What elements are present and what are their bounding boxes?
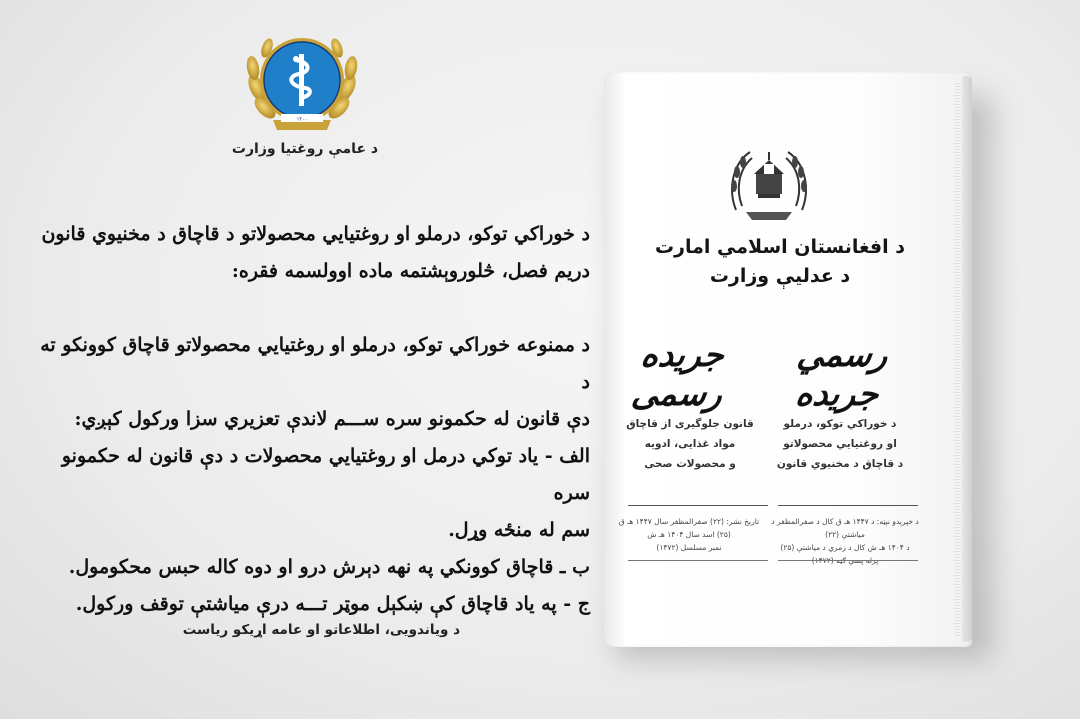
emblem-year: ۱۴۰۰: [296, 116, 308, 123]
book-page-edges: [955, 82, 961, 638]
clause-a-line-1: الف - یاد توکي درمل او روغتیایي محصولات د دې قانون له حکمونو سره: [61, 445, 590, 504]
ministry-name-caption: د عامې روغتيا وزارت: [231, 141, 379, 157]
emirate-crest-icon: [724, 140, 814, 230]
law-title-pashto-line-1: د خوراکي توکو، درملو: [783, 418, 897, 430]
law-title-dari-line-1: قانون جلوگیری از قاچاق: [626, 418, 754, 430]
publication-date-line-2: (۲۵) اسد سال ۱۴۰۴ هـ ش: [647, 530, 731, 539]
ministry-of-justice: د عدلیې وزارت: [709, 265, 851, 287]
gazette-calligraphy-pashto: رسمي جريده: [793, 335, 891, 413]
book-spine: [962, 76, 972, 642]
clause-b-line: ب ـ قاچاق کوونکي په نهه دېرش درو او دوه کاله حبس محکومول.: [68, 556, 590, 578]
gazette-calligraphy-dari: جريده رسمی: [629, 335, 727, 413]
serial-number: نمبر مسلسل (۱۴۷۲): [656, 543, 722, 552]
law-title-dari-line-2: مواد غذایی، ادویه: [644, 438, 736, 450]
emirate-name: د افغانستان اسلامي امارت: [654, 236, 906, 258]
divider: [628, 560, 768, 561]
publication-date-line-2: د ۱۴۰۴ هـ ش کال د زمري د میاشتې (۲۵): [780, 543, 910, 552]
paragraph-gap: [30, 290, 590, 327]
clause-c-line: ج - په یاد قاچاق کې ښکېل موټر تـــه درې میاشتې توقف ورکول.: [75, 593, 590, 615]
gazette-cover-title: [630, 232, 930, 290]
publication-info-dari: [614, 515, 764, 554]
law-title-pashto-line-3: د قاچاق د مخنیوي قانون: [776, 458, 904, 470]
article-reference-line: دریم فصل، څلوروېشتمه ماده اوولسمه فقره:: [231, 260, 590, 282]
law-title-dari: [620, 414, 760, 474]
article-body-line-1: د ممنوعه خوراکي توکو، درملو او روغتیایي محصولاتو قاچاق کوونکو ته د: [40, 334, 590, 393]
law-title-pashto-line-2: او روغتیایي محصولاتو: [783, 438, 897, 450]
clause-a-line-2: سم له منځه وړل.: [448, 519, 590, 541]
law-title-dari-line-3: و محصولات صحی: [644, 458, 736, 470]
publication-date-line: تاریخ نشر: (۲۲) صفرالمظفر سال ۱۴۴۷ هـ ق: [618, 517, 760, 526]
department-footer: د ویاندویی، اطلاعاتو او عامه اړیکو ریاست: [182, 622, 460, 638]
law-title-line: د خوراکي توکو، درملو او روغتیایي محصولاتو د قاچاق د مخنیوي قانون: [41, 223, 590, 245]
law-title-pashto: [770, 414, 910, 474]
divider: [628, 505, 768, 506]
ministry-emblem-logo: [243, 28, 361, 140]
divider: [778, 505, 918, 506]
article-body-line-2: دې قانون له حکمونو سره ســـم لاندې تعزيري سزا ورکول کېږي:: [74, 408, 590, 430]
law-article-text: [30, 216, 590, 623]
publication-date-line: د خپرېدو نېټه: د ۱۴۴۷ هـ ق کال د صفرالمظفر د میاشتې (۲۲): [771, 517, 919, 539]
divider: [778, 560, 918, 561]
